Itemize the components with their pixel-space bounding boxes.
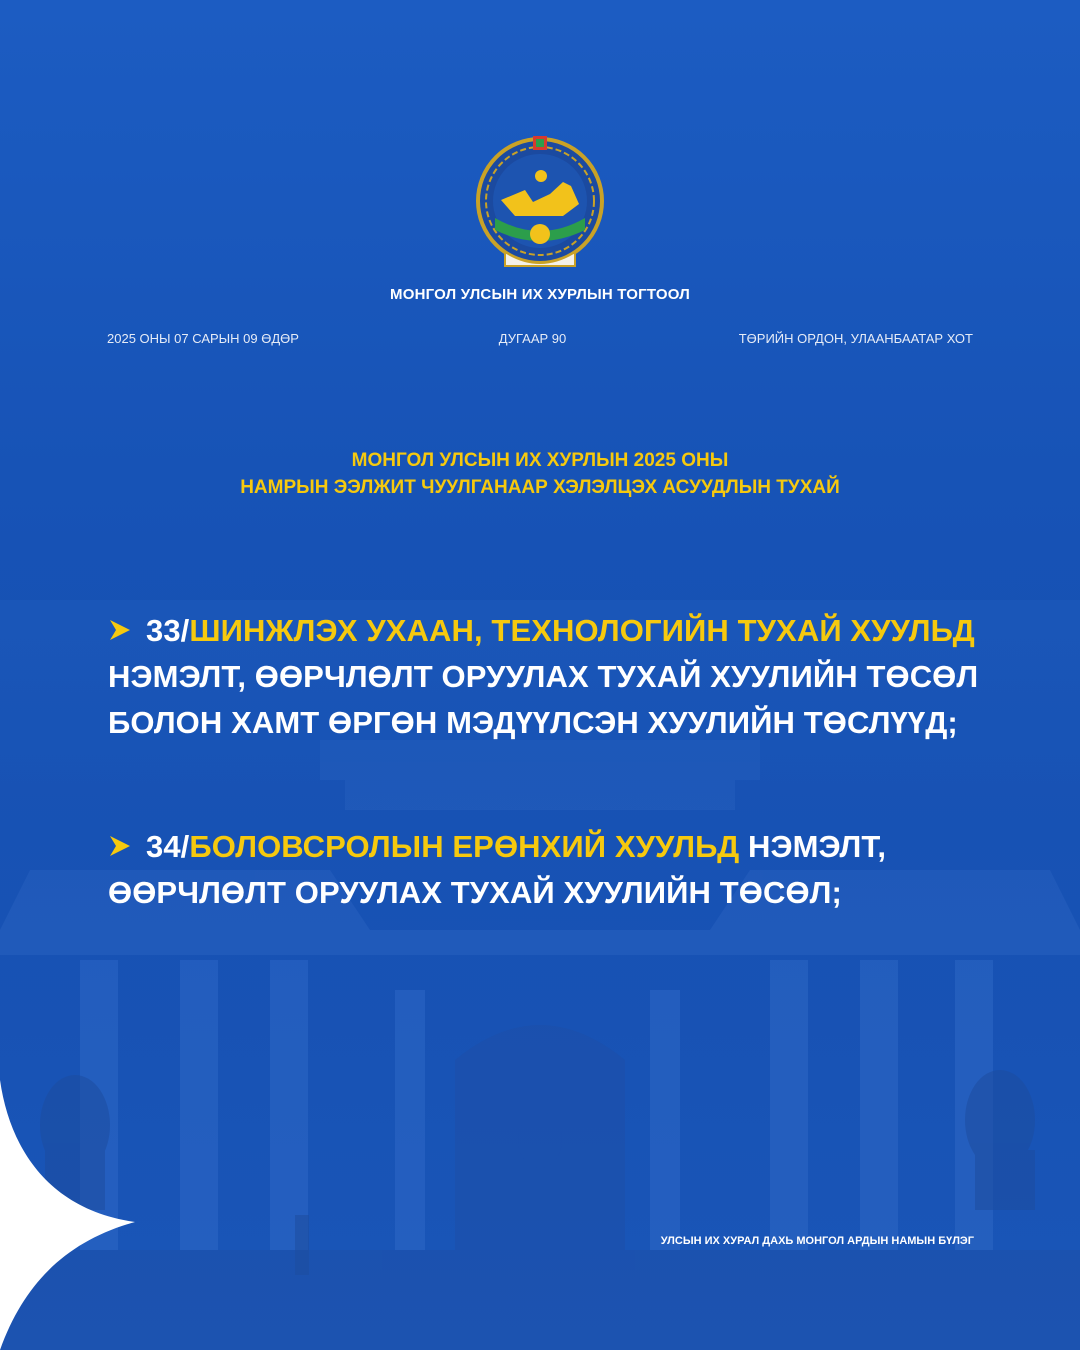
- document-number: ДУГААР 90: [498, 331, 567, 346]
- agenda-item-highlight: ШИНЖЛЭХ УХААН, ТЕХНОЛОГИЙН ТУХАЙ ХУУЛЬД: [189, 613, 975, 648]
- agenda-item-33: [108, 608, 988, 746]
- agenda-item-33-line-3: БОЛОН ХАМТ ӨРГӨН МЭДҮҮЛСЭН ХУУЛИЙН ТӨСЛҮҮД;: [108, 705, 958, 740]
- document-place: ТӨРИЙН ОРДОН, УЛААНБААТАР ХОТ: [738, 331, 973, 346]
- document-title: МОНГОЛ УЛСЫН ИХ ХУРЛЫН ТОГТООЛ: [390, 286, 690, 303]
- subtitle-line-2: НАМРЫН ЭЭЛЖИТ ЧУУЛГАНААР ХЭЛЭЛЦЭХ АСУУДЛЫН ТУХАЙ: [240, 477, 840, 498]
- footer-caption: УЛСЫН ИХ ХУРАЛ ДАХЬ МОНГОЛ АРДЫН НАМЫН БҮЛЭГ: [660, 1235, 974, 1247]
- chevron-right-icon: [108, 824, 146, 870]
- agenda-item-34-line-2: ӨӨРЧЛӨЛТ ОРУУЛАХ ТУХАЙ ХУУЛИЙН ТӨСӨЛ;: [108, 875, 842, 910]
- agenda-item-33-line-1: [108, 608, 988, 654]
- agenda-item-33-line-2: НЭМЭЛТ, ӨӨРЧЛӨЛТ ОРУУЛАХ ТУХАЙ ХУУЛИЙН ТӨСӨЛ: [108, 659, 979, 694]
- chevron-right-icon: [108, 608, 146, 654]
- agenda-item-rest: НЭМЭЛТ,: [739, 829, 887, 864]
- agenda-item-34: [108, 824, 988, 916]
- subtitle-line-1: МОНГОЛ УЛСЫН ИХ ХУРЛЫН 2025 ОНЫ: [351, 450, 729, 471]
- agenda-item-number: 33/: [146, 613, 190, 648]
- state-emblem-icon: [475, 134, 605, 276]
- agenda-item-number: 34/: [146, 829, 190, 864]
- document-date: 2025 ОНЫ 07 САРЫН 09 ӨДӨР: [107, 331, 299, 346]
- agenda-item-34-line-1: [108, 824, 988, 870]
- subtitle: [0, 447, 1080, 501]
- agenda-item-highlight: БОЛОВСРОЛЫН ЕРӨНХИЙ ХУУЛЬД: [189, 829, 740, 864]
